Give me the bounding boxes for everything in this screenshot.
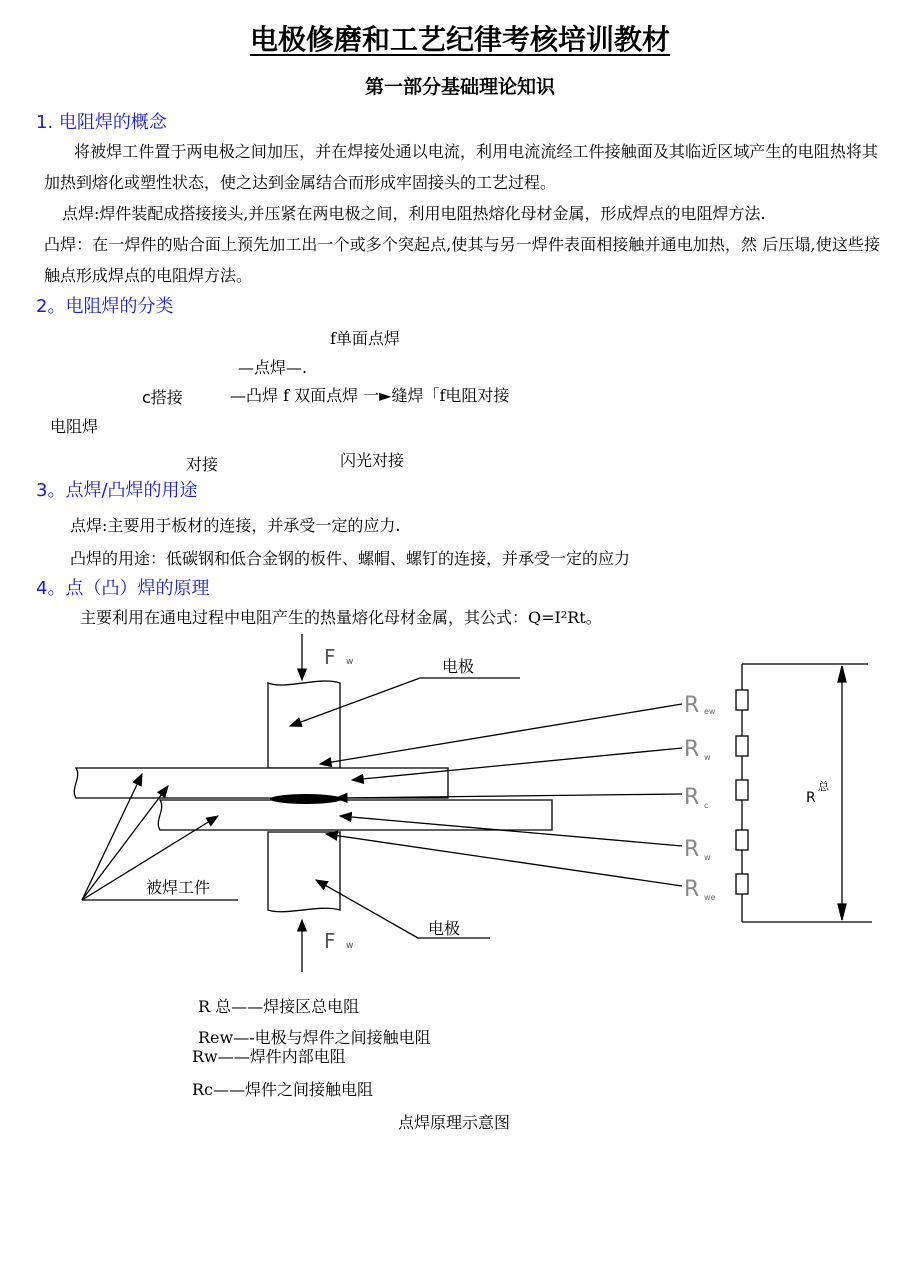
section3-projection-use: 凸焊的用途：低碳钢和低合金钢的板件、螺帽、螺钉的连接，并承受一定的应力: [70, 549, 631, 568]
tree-flash-butt: 闪光对接: [340, 451, 405, 470]
section-part-title: 第一部分基础理论知识: [364, 76, 555, 98]
r-total-arrow-up: [838, 666, 846, 682]
section4-formula-line: 主要利用在通电过程中电阻产生的热量熔化母材金属，其公式：Q=I²Rt。: [80, 608, 602, 627]
tree-projection-line: —凸焊 f 双面点焊 一►缝焊「f电阻对接: [230, 386, 510, 405]
rw-1-sub: w: [704, 753, 711, 762]
rwe-label: R: [684, 877, 700, 902]
section3-spot-use: 点焊:主要用于板材的连接，并承受一定的应力.: [70, 516, 401, 535]
rc-label: R: [684, 785, 700, 810]
tree-root-resistance-weld: 电阻焊: [50, 417, 99, 436]
resistor-rwe: [736, 874, 748, 894]
page-title: 电极修磨和工艺纪律考核培训教材: [249, 23, 670, 56]
force-top-label: F: [324, 645, 336, 669]
rw-2-sub: w: [704, 853, 711, 862]
rew-top-pointer: [320, 704, 682, 764]
legend-rc: Rc——焊件之间接触电阻: [192, 1080, 374, 1099]
tree-spot-weld: —点焊—.: [238, 358, 308, 377]
weld-nugget: [270, 794, 342, 804]
force-bottom-sub: w: [346, 941, 354, 951]
force-bottom-label: F: [324, 929, 336, 953]
spot-weld-principle-diagram: [0, 630, 920, 990]
electrode-top-label: 电极: [442, 657, 475, 676]
r-total-label: R: [806, 790, 816, 806]
force-top-sub: w: [346, 657, 354, 667]
resistor-rw-2: [736, 830, 748, 850]
tree-single-spot: f单面点焊: [330, 329, 400, 348]
rw-1-label: R: [684, 737, 700, 762]
section2-heading: 2。电阻焊的分类: [36, 296, 174, 317]
r-total-arrow-down: [838, 904, 846, 920]
section4-heading: 4。点（凸）焊的原理: [36, 578, 210, 599]
lower-workpiece-plate: [158, 800, 552, 830]
rwe-sub: we: [704, 893, 716, 902]
electrode-bottom-label: 电极: [428, 919, 461, 938]
tree-lap-joint: c搭接: [142, 388, 183, 407]
rew-label: R: [684, 693, 700, 718]
upper-workpiece-plate: [74, 768, 448, 798]
section1-paragraph-3: 凸焊：在一焊件的贴合面上预先加工出一个或多个突起点,使其与另一焊件表面相接触并通电加热，然 后压塌,使这些接触点形成焊点的电阻焊方法。: [44, 235, 880, 285]
diagram-caption: 点焊原理示意图: [398, 1113, 511, 1132]
legend-rew: Rew—-电极与焊件之间接触电阻: [198, 1028, 431, 1047]
legend-rw: Rw——焊件内部电阻: [192, 1047, 346, 1066]
section3-heading: 3。点焊/凸焊的用途: [36, 480, 198, 501]
r-total-sub: 总: [818, 780, 829, 793]
legend-r-total: R 总——焊接区总电阻: [198, 997, 360, 1016]
section1-heading: 1. 电阻焊的概念: [36, 112, 167, 133]
resistor-rc: [736, 780, 748, 800]
workpiece-label: 被焊工件: [146, 878, 211, 897]
top-electrode: [268, 681, 340, 768]
rw-top-pointer: [352, 748, 682, 780]
resistor-rw-1: [736, 736, 748, 756]
bottom-electrode: [268, 832, 340, 912]
rc-sub: c: [704, 801, 709, 810]
rw-2-label: R: [684, 837, 700, 862]
rew-sub: ew: [704, 707, 716, 716]
resistor-rew: [736, 690, 748, 710]
section1-paragraph-2: 点焊:焊件装配成搭接接头,并压紧在两电极之间，利用电阻热熔化母材金属，形成焊点的电阻焊方法.: [62, 204, 766, 223]
tree-butt-joint: 对接: [186, 455, 219, 474]
section1-paragraph-1: 将被焊工件置于两电极之间加压，并在焊接处通以电流，利用电流流经工件接触面及其临近区域产生的电阻热将其加热到熔化或塑性状态，使之达到金属结合而形成牢固接头的工艺过程。: [44, 142, 878, 192]
